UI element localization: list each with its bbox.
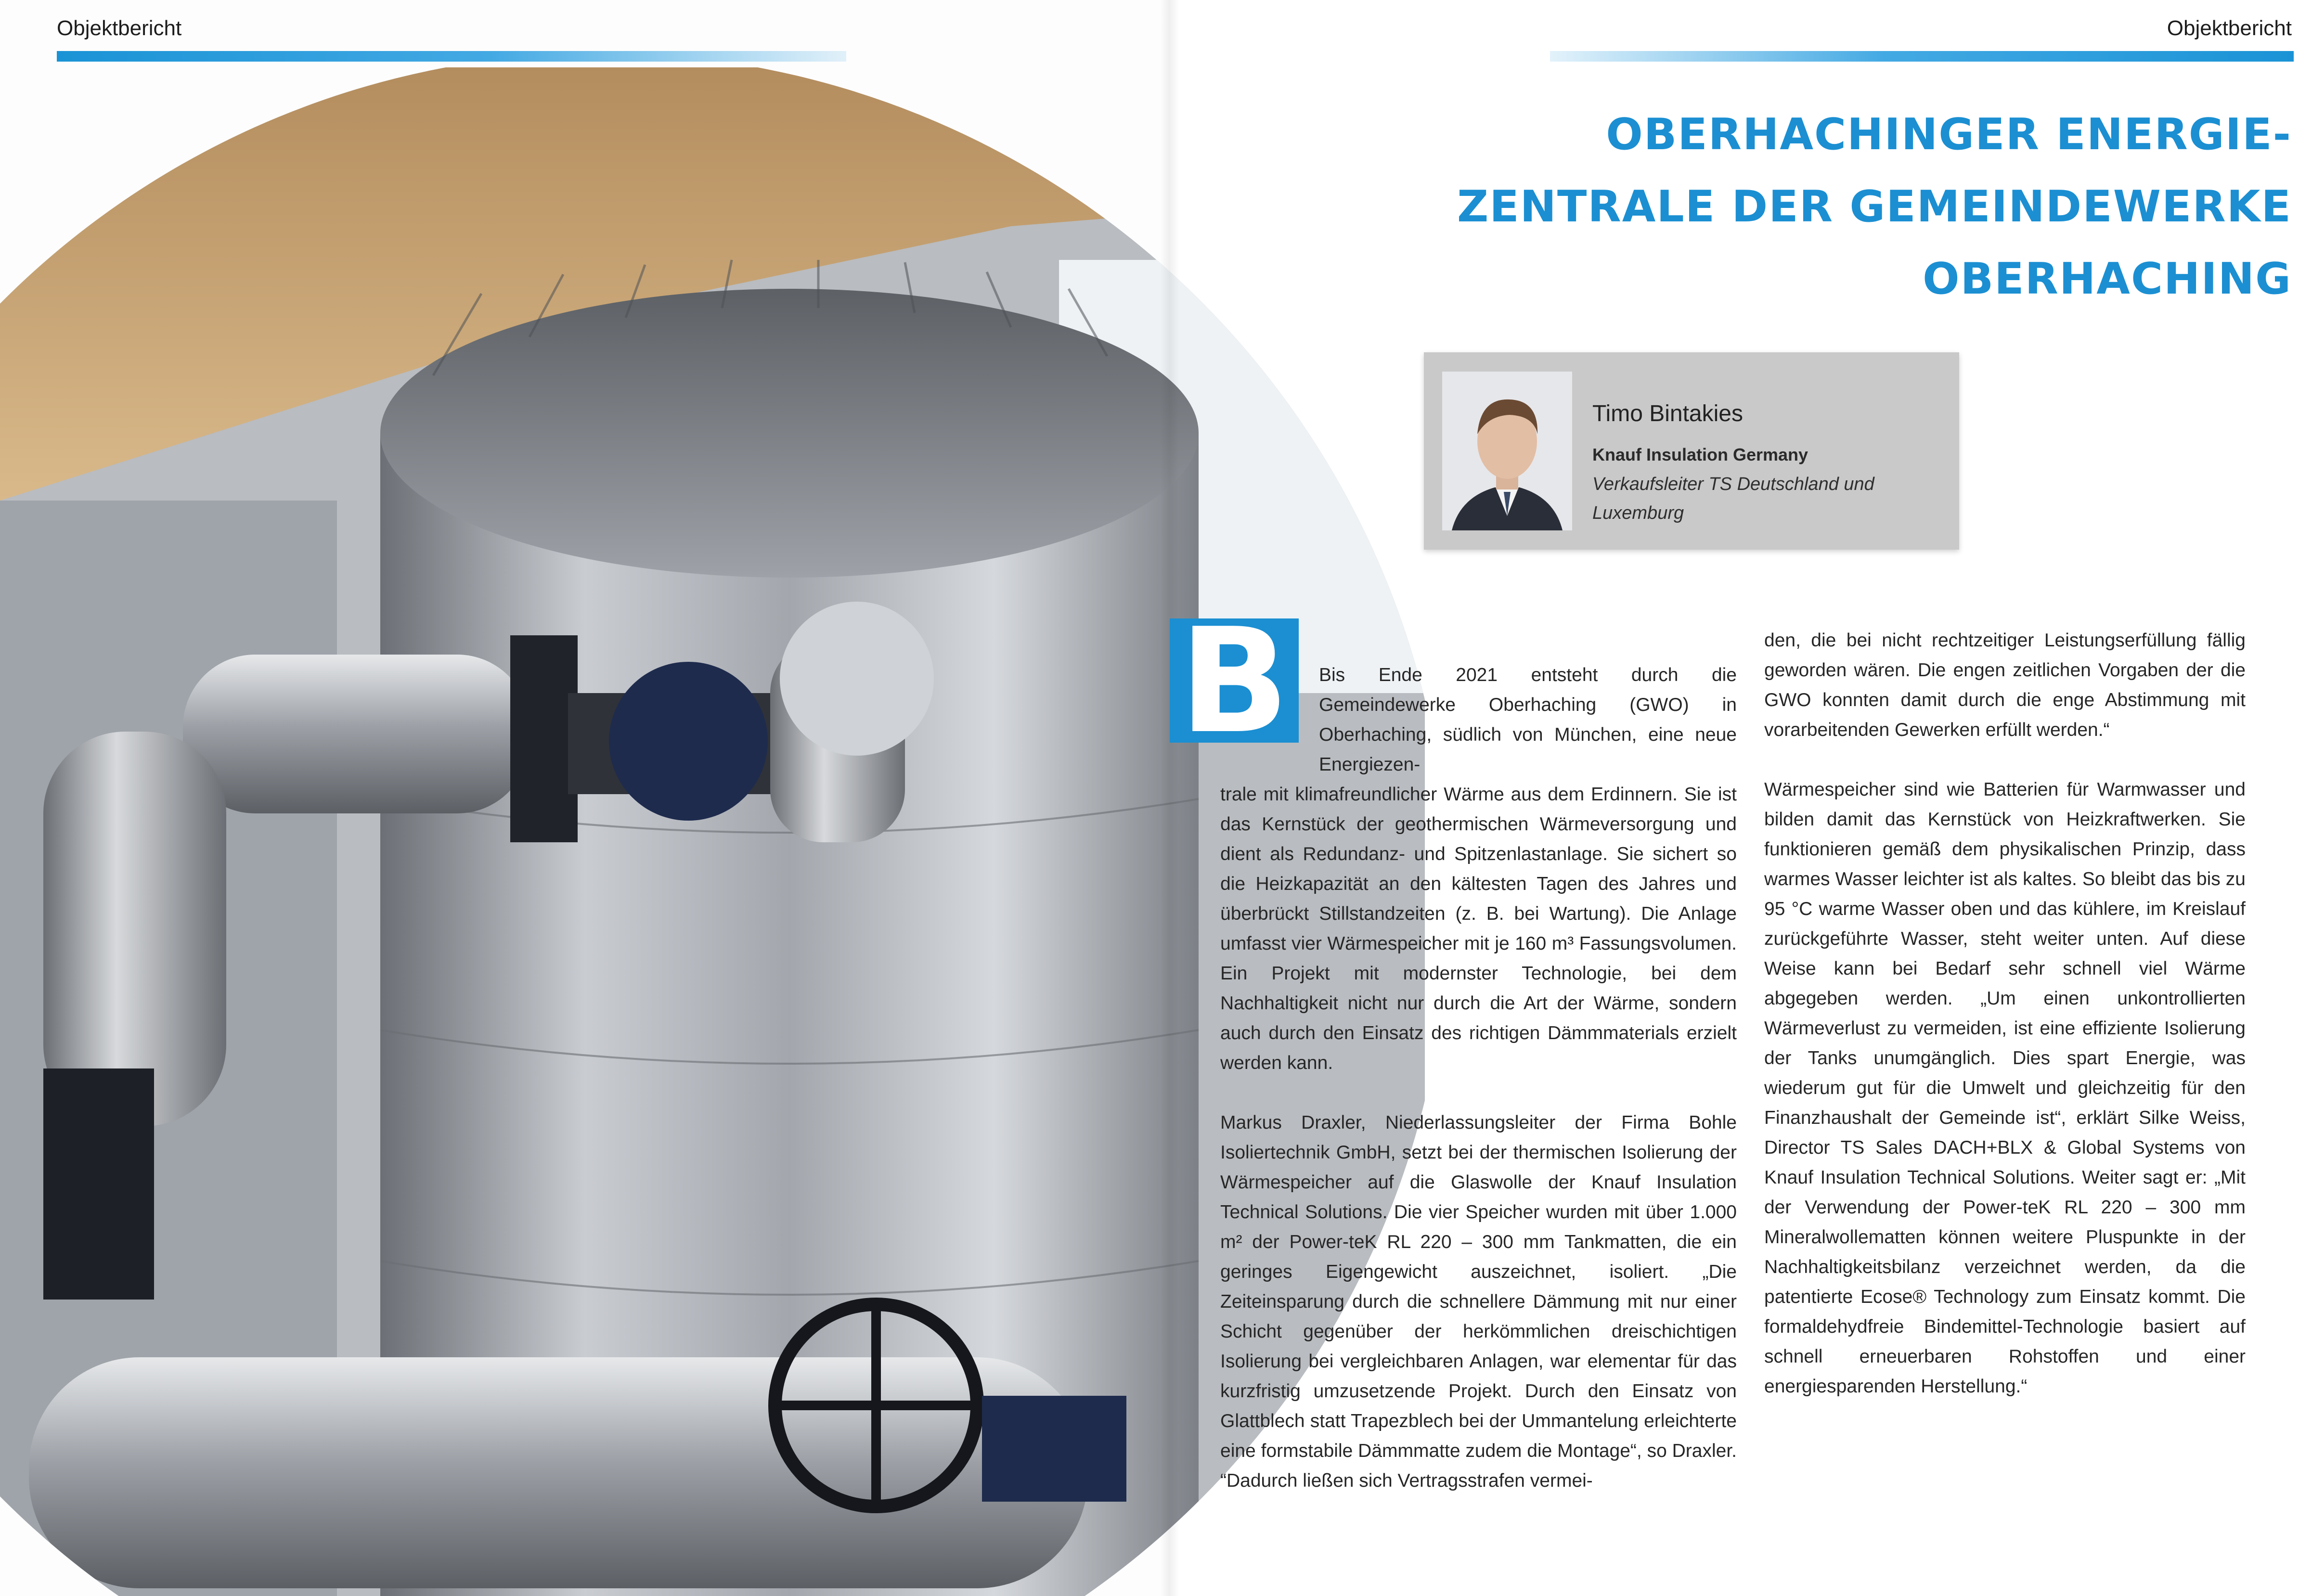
paragraph-1: trale mit klimafreundlicher Wärme aus dem Erdinnern. Sie ist das Kernstück der geothermischen Wärmeversorgung und dient als Redundanz- und Spitzenlastanlage. Sie sichert so die Heizkapazität an den kältesten Tagen des Jahres und überbrückt Stillstandzeiten (z. B. bei Wartung). Die Anlage umfasst vier Wärmespeicher mit je 160 m³ Fassungsvolumen. Ein Projekt mit modernster Technologie, bei dem Nachhaltigkeit nicht nur durch die Art der Wärme, sondern auch durch den Einsatz des richtigen Dämmmaterials erzielt werden kann. <box>1220 784 1737 1073</box>
headline-line-3: OBERHACHING <box>1923 254 2292 304</box>
author-name: Timo Bintakies <box>1592 401 1743 426</box>
article-column-1 <box>1220 780 1737 1526</box>
author-company: Knauf Insulation Germany <box>1592 445 1808 464</box>
article-column-2 <box>1764 626 2246 1431</box>
paragraph-3: den, die bei nicht rechtzeitiger Leistungserfüllung fällig geworden wären. Die engen zeitlichen Vorgaben der die GWO konnten damit durch die enge Abstimmung mit vorarbeitenden Gewerken erfüllt werden.“ <box>1764 630 2246 740</box>
paragraph-4: Wärmespeicher sind wie Batterien für Warmwasser und bilden damit das Kernstück von Heizkraftwerken. Sie funktionieren gemäß dem physikalischen Prinzip, dass warmes Wasser leichter ist als kaltes. So bleibt das bis zu 95 °C warme Wasser oben und das kühlere, im Kreislauf zurückgeführte Wasser, steht weiter unten. Auf diese Weise kann bei Bedarf sehr schnell viel Wärme abgegeben werden. „Um einen unkontrollierten Wärmeverlust zu vermeiden, ist eine effiziente Isolierung der Tanks unumgänglich. Dies spart Energie, was wiederum gut für die Umwelt und gleichzeitig für den Finanzhaushalt der Gemeinde ist“, erklärt Silke Weiss, Director TS Sales DACH+BLX & Global Systems von Knauf Insulation Technical Solutions. Weiter sagt er: „Mit der Verwendung der Power-teK RL 220 – 300 mm Mineralwollematten können weitere Pluspunkte in der Nachhaltigkeitsbilanz verzeichnet werden, da die patentierte Ecose® Technology zum Einsatz kommt. Die formaldehydfreie Bindemittel-Technologie basiert auf schnell erneuerbaren Rohstoffen und einer energiesparenden Herstellung.“ <box>1764 779 2246 1397</box>
page-gutter <box>1160 0 1179 1596</box>
header-rule-right <box>1550 51 2294 62</box>
tank-photo <box>0 67 1425 1596</box>
header-rule-left <box>57 51 846 62</box>
author-portrait <box>1442 372 1572 530</box>
article-headline <box>1353 99 2292 315</box>
headline-line-2: ZENTRALE DER GEMEINDEWERKE <box>1457 181 2292 232</box>
section-label-left: Objektbericht <box>57 16 182 40</box>
paragraph-2: Markus Draxler, Niederlassungsleiter der Firma Bohle Isoliertechnik GmbH, setzt bei der thermischen Isolierung der Wärmespeicher auf die Glaswolle der Knauf Insulation Technical Solutions. Die vier Speicher wurden mit über 1.000 m² der Power-teK RL 220 – 300 mm Tankmatten, die ein geringes Eigengewicht auszeichnet, isoliert. „Die Zeiteinsparung durch die schnellere Dämmung mit nur einer Schicht gegenüber der herkömmlichen dreischichtigen Isolierung bei vergleichbaren Anlagen, war elementar für das kurzfristig umzusetzende Projekt. Durch den Einsatz von Glattblech statt Trapezblech bei der Ummantelung erleichterte eine formstabile Dämmmatte zudem die Montage“, so Draxler. “Dadurch ließen sich Vertragsstrafen vermei- <box>1220 1112 1737 1491</box>
author-role: Verkaufsleiter TS Deutschland und Luxemburg <box>1592 474 1874 523</box>
article-intro: Bis Ende 2021 entsteht durch die Gemeindewerke Oberhaching (GWO) in Oberhaching, südlich von München, eine neue Energiezen- <box>1319 665 1737 775</box>
drop-cap: B <box>1170 618 1299 743</box>
section-label-right: Objektbericht <box>2167 16 2292 40</box>
headline-line-1: OBERHACHINGER ENERGIE- <box>1606 109 2292 160</box>
author-card <box>1424 352 1959 550</box>
